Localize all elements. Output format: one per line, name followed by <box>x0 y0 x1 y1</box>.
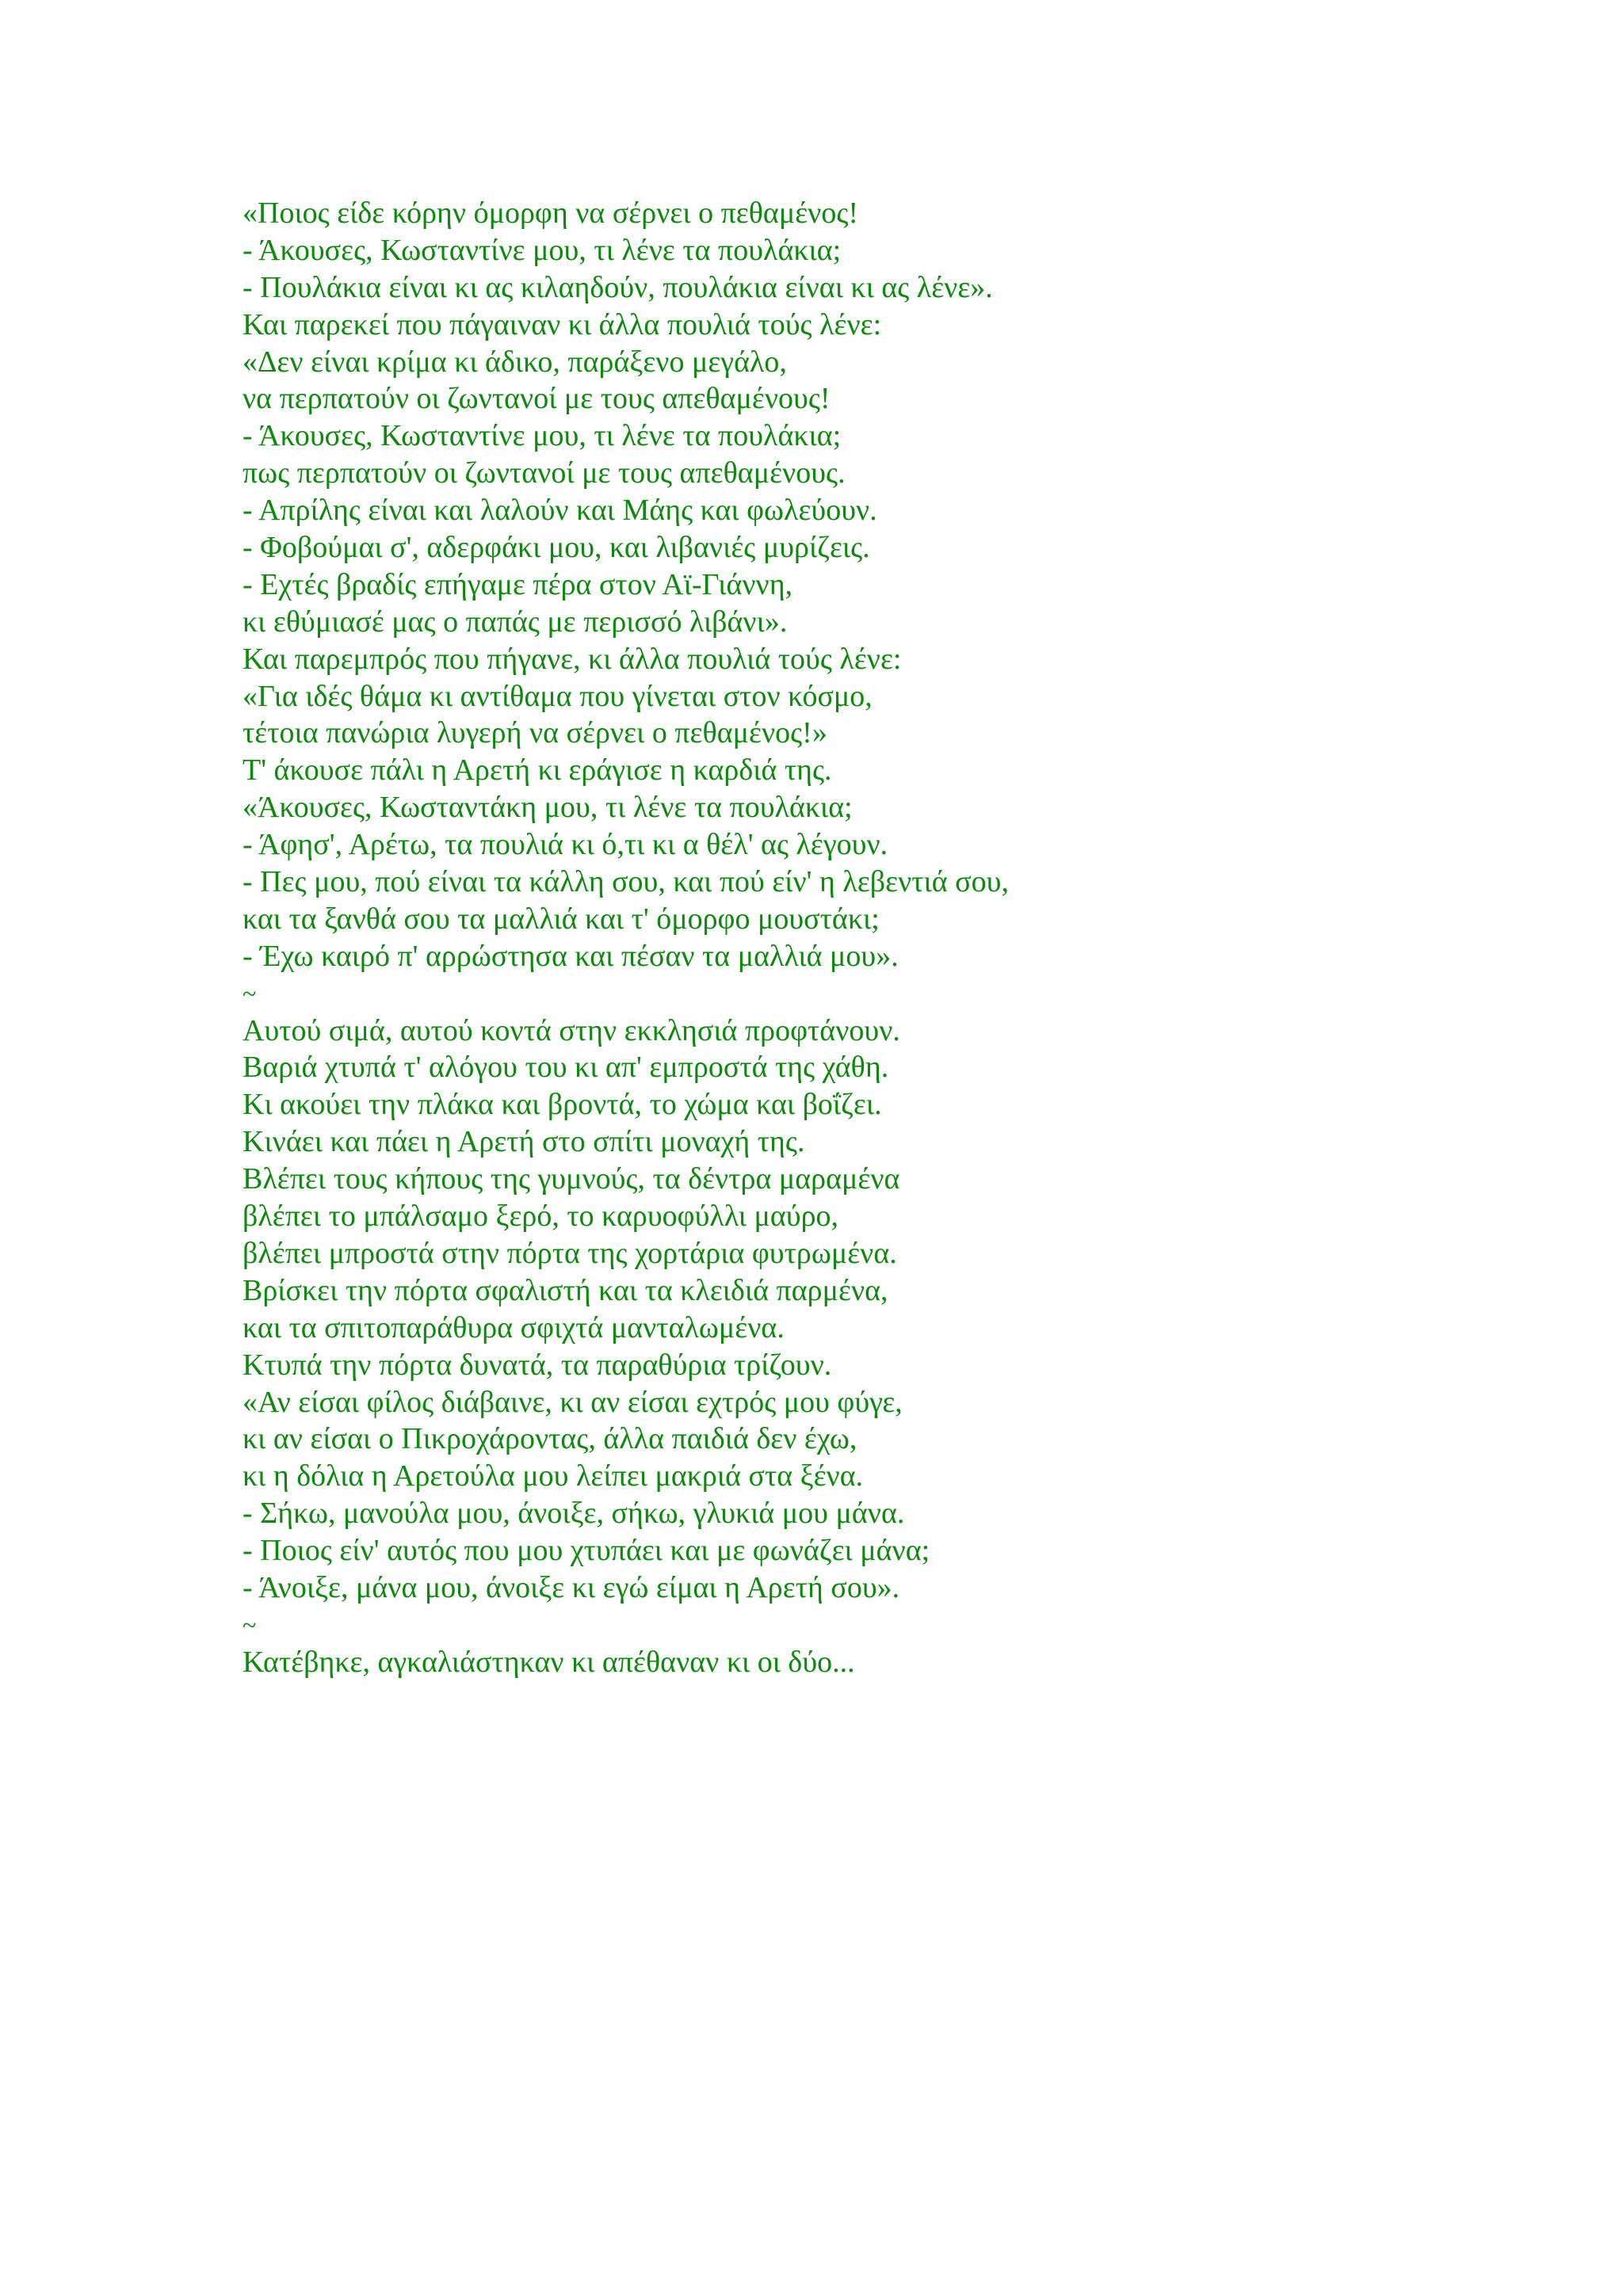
poem-line: Και παρεκεί που πάγαιναν κι άλλα πουλιά τούς λένε: <box>242 307 882 341</box>
poem-line: - Έχω καιρό π' αρρώστησα και πέσαν τα μαλλιά μου». <box>242 939 899 973</box>
poem-line: Τ' άκουσε πάλι η Αρετή κι εράγισε η καρδιά της. <box>242 753 832 788</box>
poem-line: - Σήκω, μανούλα μου, άνοιξε, σήκω, γλυκιά μου μάνα. <box>242 1497 905 1531</box>
poem-line: - Άκουσες, Κωσταντίνε μου, τι λένε τα πουλάκια; <box>242 233 842 267</box>
poem-line: κι αν είσαι ο Πικροχάροντας, άλλα παιδιά δεν έχω, <box>242 1422 857 1456</box>
poem-line: - Άκουσες, Κωσταντίνε μου, τι λένε τα πουλάκια; <box>242 419 842 453</box>
poem-line: - Φοβούμαι σ', αδερφάκι μου, και λιβανιές μυρίζεις. <box>242 531 870 565</box>
poem-line: Βλέπει τους κήπους της γυμνούς, τα δέντρα μαραμένα <box>242 1162 900 1196</box>
poem-line: - Άνοιξε, μάνα μου, άνοιξε κι εγώ είμαι η Αρετή σου». <box>242 1570 900 1604</box>
poem-line: - Απρίλης είναι και λαλούν και Μάης και φωλεύουν. <box>242 494 877 528</box>
poem-line: «Δεν είναι κρίμα κι άδικο, παράξενο μεγάλο, <box>242 345 787 379</box>
poem-line: Κινάει και πάει η Αρετή στο σπίτι μοναχή της. <box>242 1125 805 1159</box>
poem-line: και τα σπιτοπαράθυρα σφιχτά μανταλωμένα. <box>242 1310 785 1344</box>
poem-line: - Άφησ', Αρέτω, τα πουλιά κι ό,τι κι α θέλ' ας λέγουν. <box>242 828 888 862</box>
poem-line: κι η δόλια η Αρετούλα μου λείπει μακριά στα ξένα. <box>242 1459 864 1493</box>
poem-line: τέτοια πανώρια λυγερή να σέρνει ο πεθαμένος!» <box>242 716 827 750</box>
poem-line: - Εχτές βραδίς επήγαμε πέρα στον Αϊ-Γιάννη, <box>242 567 793 601</box>
poem-line: βλέπει μπροστά στην πόρτα της χορτάρια φυτρωμένα. <box>242 1236 897 1270</box>
poem-line: - Ποιος είν' αυτός που μου χτυπάει και με φωνάζει μάνα; <box>242 1534 930 1568</box>
poem-line: «Άκουσες, Κωσταντάκη μου, τι λένε τα πουλάκια; <box>242 791 853 825</box>
poem-line: Κτυπά την πόρτα δυνατά, τα παραθύρια τρίζουν. <box>242 1348 832 1382</box>
poem-line: Κατέβηκε, αγκαλιάστηκαν κι απέθαναν κι οι δύο... <box>242 1645 855 1679</box>
poem-line: - Πες μου, πού είναι τα κάλλη σου, και πού είν' η λεβεντιά σου, <box>242 865 1009 899</box>
poem-line: «Αν είσαι φίλος διάβαινε, κι αν είσαι εχτρός μου φύγε, <box>242 1385 903 1419</box>
poem-line: πως περπατούν οι ζωντανοί με τους απεθαμένους. <box>242 456 846 490</box>
poem-line: κι εθύμιασέ μας ο παπάς με περισσό λιβάνι». <box>242 605 788 639</box>
poem-line: - Πουλάκια είναι κι ας κιλαηδούν, πουλάκια είναι κι ας λένε». <box>242 270 993 304</box>
poem-line: Και παρεμπρός που πήγανε, κι άλλα πουλιά τούς λένε: <box>242 642 902 676</box>
poem-line: να περπατούν οι ζωντανοί με τους απεθαμένους! <box>242 382 831 416</box>
poem-line: Βαριά χτυπά τ' αλόγου του κι απ' εμπροστά της χάθη. <box>242 1051 889 1085</box>
section-separator: ~ <box>242 978 257 1008</box>
poem-line: Κι ακούει την πλάκα και βροντά, το χώμα και βοΐζει. <box>242 1088 882 1122</box>
poem-line: Βρίσκει την πόρτα σφαλιστή και τα κλειδιά παρμένα, <box>242 1273 888 1307</box>
poem-line: «Για ιδές θάμα κι αντίθαμα που γίνεται στον κόσμο, <box>242 679 873 713</box>
poem-text <box>242 195 1590 1681</box>
section-separator: ~ <box>242 1610 257 1639</box>
poem-line: βλέπει το μπάλσαμο ξερό, το καρυοφύλλι μαύρο, <box>242 1199 839 1234</box>
poem-line: «Ποιος είδε κόρην όμορφη να σέρνει ο πεθαμένος! <box>242 196 859 230</box>
poem-line: και τα ξανθά σου τα μαλλιά και τ' όμορφο μουστάκι; <box>242 902 880 936</box>
poem-line: Αυτού σιμά, αυτού κοντά στην εκκλησιά προφτάνουν. <box>242 1013 900 1047</box>
